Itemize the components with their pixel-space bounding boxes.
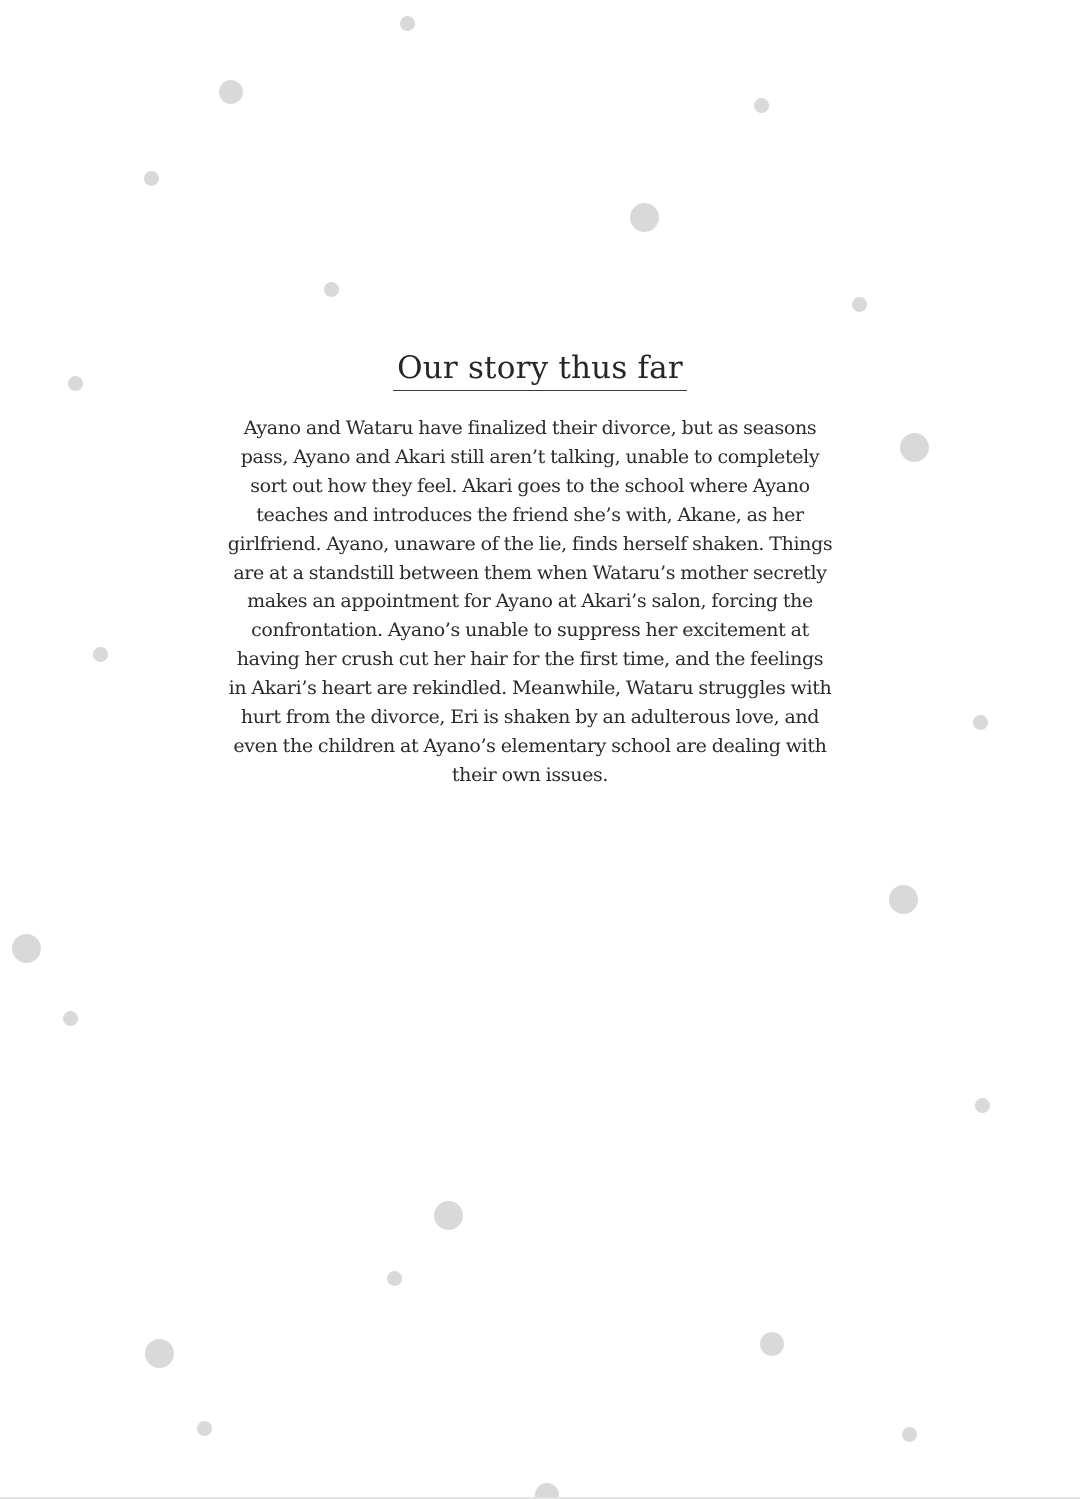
decorative-dot — [852, 297, 867, 312]
summary-line: teaches and introduces the friend she’s with, Akane, as her — [256, 503, 804, 526]
summary-line: makes an appointment for Ayano at Akari’s salon, forcing the — [247, 590, 813, 613]
decorative-dot — [973, 715, 988, 730]
summary-line: girlfriend. Ayano, unaware of the lie, finds herself shaken. Things — [227, 532, 833, 555]
decorative-dot — [144, 171, 159, 186]
heading-container — [0, 350, 1080, 391]
summary-line: having her crush cut her hair for the first time, and the feelings — [236, 648, 824, 671]
decorative-dot — [197, 1421, 212, 1436]
summary-line: their own issues. — [451, 763, 609, 786]
decorative-dot — [12, 934, 41, 963]
decorative-dot — [889, 885, 918, 914]
summary-line: in Akari’s heart are rekindled. Meanwhile, Wataru struggles with — [228, 677, 832, 700]
summary-line: confrontation. Ayano’s unable to suppress her excitement at — [251, 619, 809, 642]
decorative-dot — [754, 98, 769, 113]
decorative-dot — [219, 80, 243, 104]
decorative-dot — [902, 1427, 917, 1442]
decorative-dot — [145, 1339, 174, 1368]
summary-line: Ayano and Wataru have finalized their divorce, but as seasons — [243, 417, 817, 439]
decorative-dot — [630, 203, 659, 232]
decorative-dot — [900, 433, 929, 462]
summary-line: sort out how they feel. Akari goes to the school where Ayano — [250, 474, 810, 497]
decorative-dot — [760, 1332, 784, 1356]
summary-line: pass, Ayano and Akari still aren’t talking, unable to completely — [240, 445, 820, 468]
decorative-dot — [975, 1098, 990, 1113]
story-summary — [225, 414, 835, 790]
page-title: Our story thus far — [393, 350, 687, 391]
summary-line: even the children at Ayano’s elementary school are dealing with — [233, 734, 827, 757]
summary-line: are at a standstill between them when Wataru’s mother secretly — [233, 561, 827, 584]
summary-line: hurt from the divorce, Eri is shaken by an adulterous love, and — [240, 706, 820, 729]
decorative-dot — [434, 1201, 463, 1230]
decorative-dot — [400, 16, 415, 31]
decorative-dot — [324, 282, 339, 297]
decorative-dot — [387, 1271, 402, 1286]
decorative-dot — [63, 1011, 78, 1026]
decorative-dot — [93, 647, 108, 662]
